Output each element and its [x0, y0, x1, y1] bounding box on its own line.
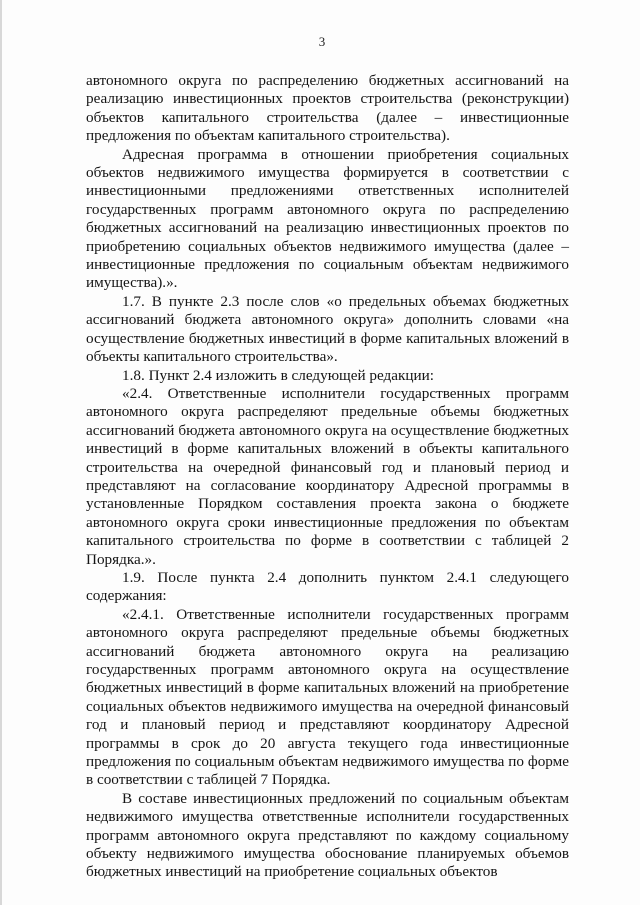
- paragraph-investment-proposals: В составе инвестиционных предложений по социальным объектам недвижимого имущества ответственные исполнители государственных программ автономного округа представляют по каждому социальному объекту недвижимого имущества обоснование планируемых объемов бюджетных инвестиций на приобретение социальных объектов: [86, 789, 569, 881]
- paragraph-address-program: Адресная программа в отношении приобретения социальных объектов недвижимого имущества формируется в соответствии с инвестиционными предложениями ответственных исполнителей государственных программ автономного округа по распределению бюджетных ассигнований на реализацию инвестиционных проектов по приобретению социальных объектов недвижимого имущества (далее – инвестиционные предложения по социальным объектам недвижимого имущества).».: [86, 145, 569, 292]
- paragraph-1-9: 1.9. После пункта 2.4 дополнить пунктом 2.4.1 следующего содержания:: [86, 568, 569, 605]
- paragraph-1-8: 1.8. Пункт 2.4 изложить в следующей редакции:: [122, 366, 435, 384]
- paragraph-1-7: 1.7. В пункте 2.3 после слов «о предельных объемах бюджетных ассигнований бюджета автономного округа» дополнить словами «на осуществление бюджетных инвестиций в форме капитальных вложений в объекты капитального строительства».: [86, 292, 569, 366]
- paragraph-continuation: автономного округа по распределению бюджетных ассигнований на реализацию инвестиционных проектов строительства (реконструкции) объектов капитального строительства (далее – инвестиционные предложения по объектам капитального строительства).: [86, 72, 569, 145]
- page-number: 3: [318, 34, 326, 49]
- paragraph-2-4-1: «2.4.1. Ответственные исполнители государственных программ автономного округа распределяют предельные объемы бюджетных ассигнований бюджета автономного округа на реализацию государственных программ автономного округа на осуществление бюджетных инвестиций в форме капитальных вложений на приобретение социальных объектов недвижимого имущества на очередной финансовый год и плановый период и представляют координатору Адресной программы в срок до 20 августа текущего года инвестиционные предложения по социальным объектам недвижимого имущества по форме в соответствии с таблицей 7 Порядка.: [86, 605, 569, 789]
- document-body: [86, 72, 569, 882]
- paragraph-2-4: «2.4. Ответственные исполнители государственных программ автономного округа распределяют предельные объемы бюджетных ассигнований бюджета автономного округа на осуществление бюджетных инвестиций в форме капитальных вложений в объекты капитального строительства на очередной финансовый год и плановый период и представляют на согласование координатору Адресной программы в установленные Порядком составления проекта закона о бюджете автономного округа сроки инвестиционные предложения по объектам капитального строительства по форме в соответствии с таблицей 2 Порядка.».: [86, 384, 569, 568]
